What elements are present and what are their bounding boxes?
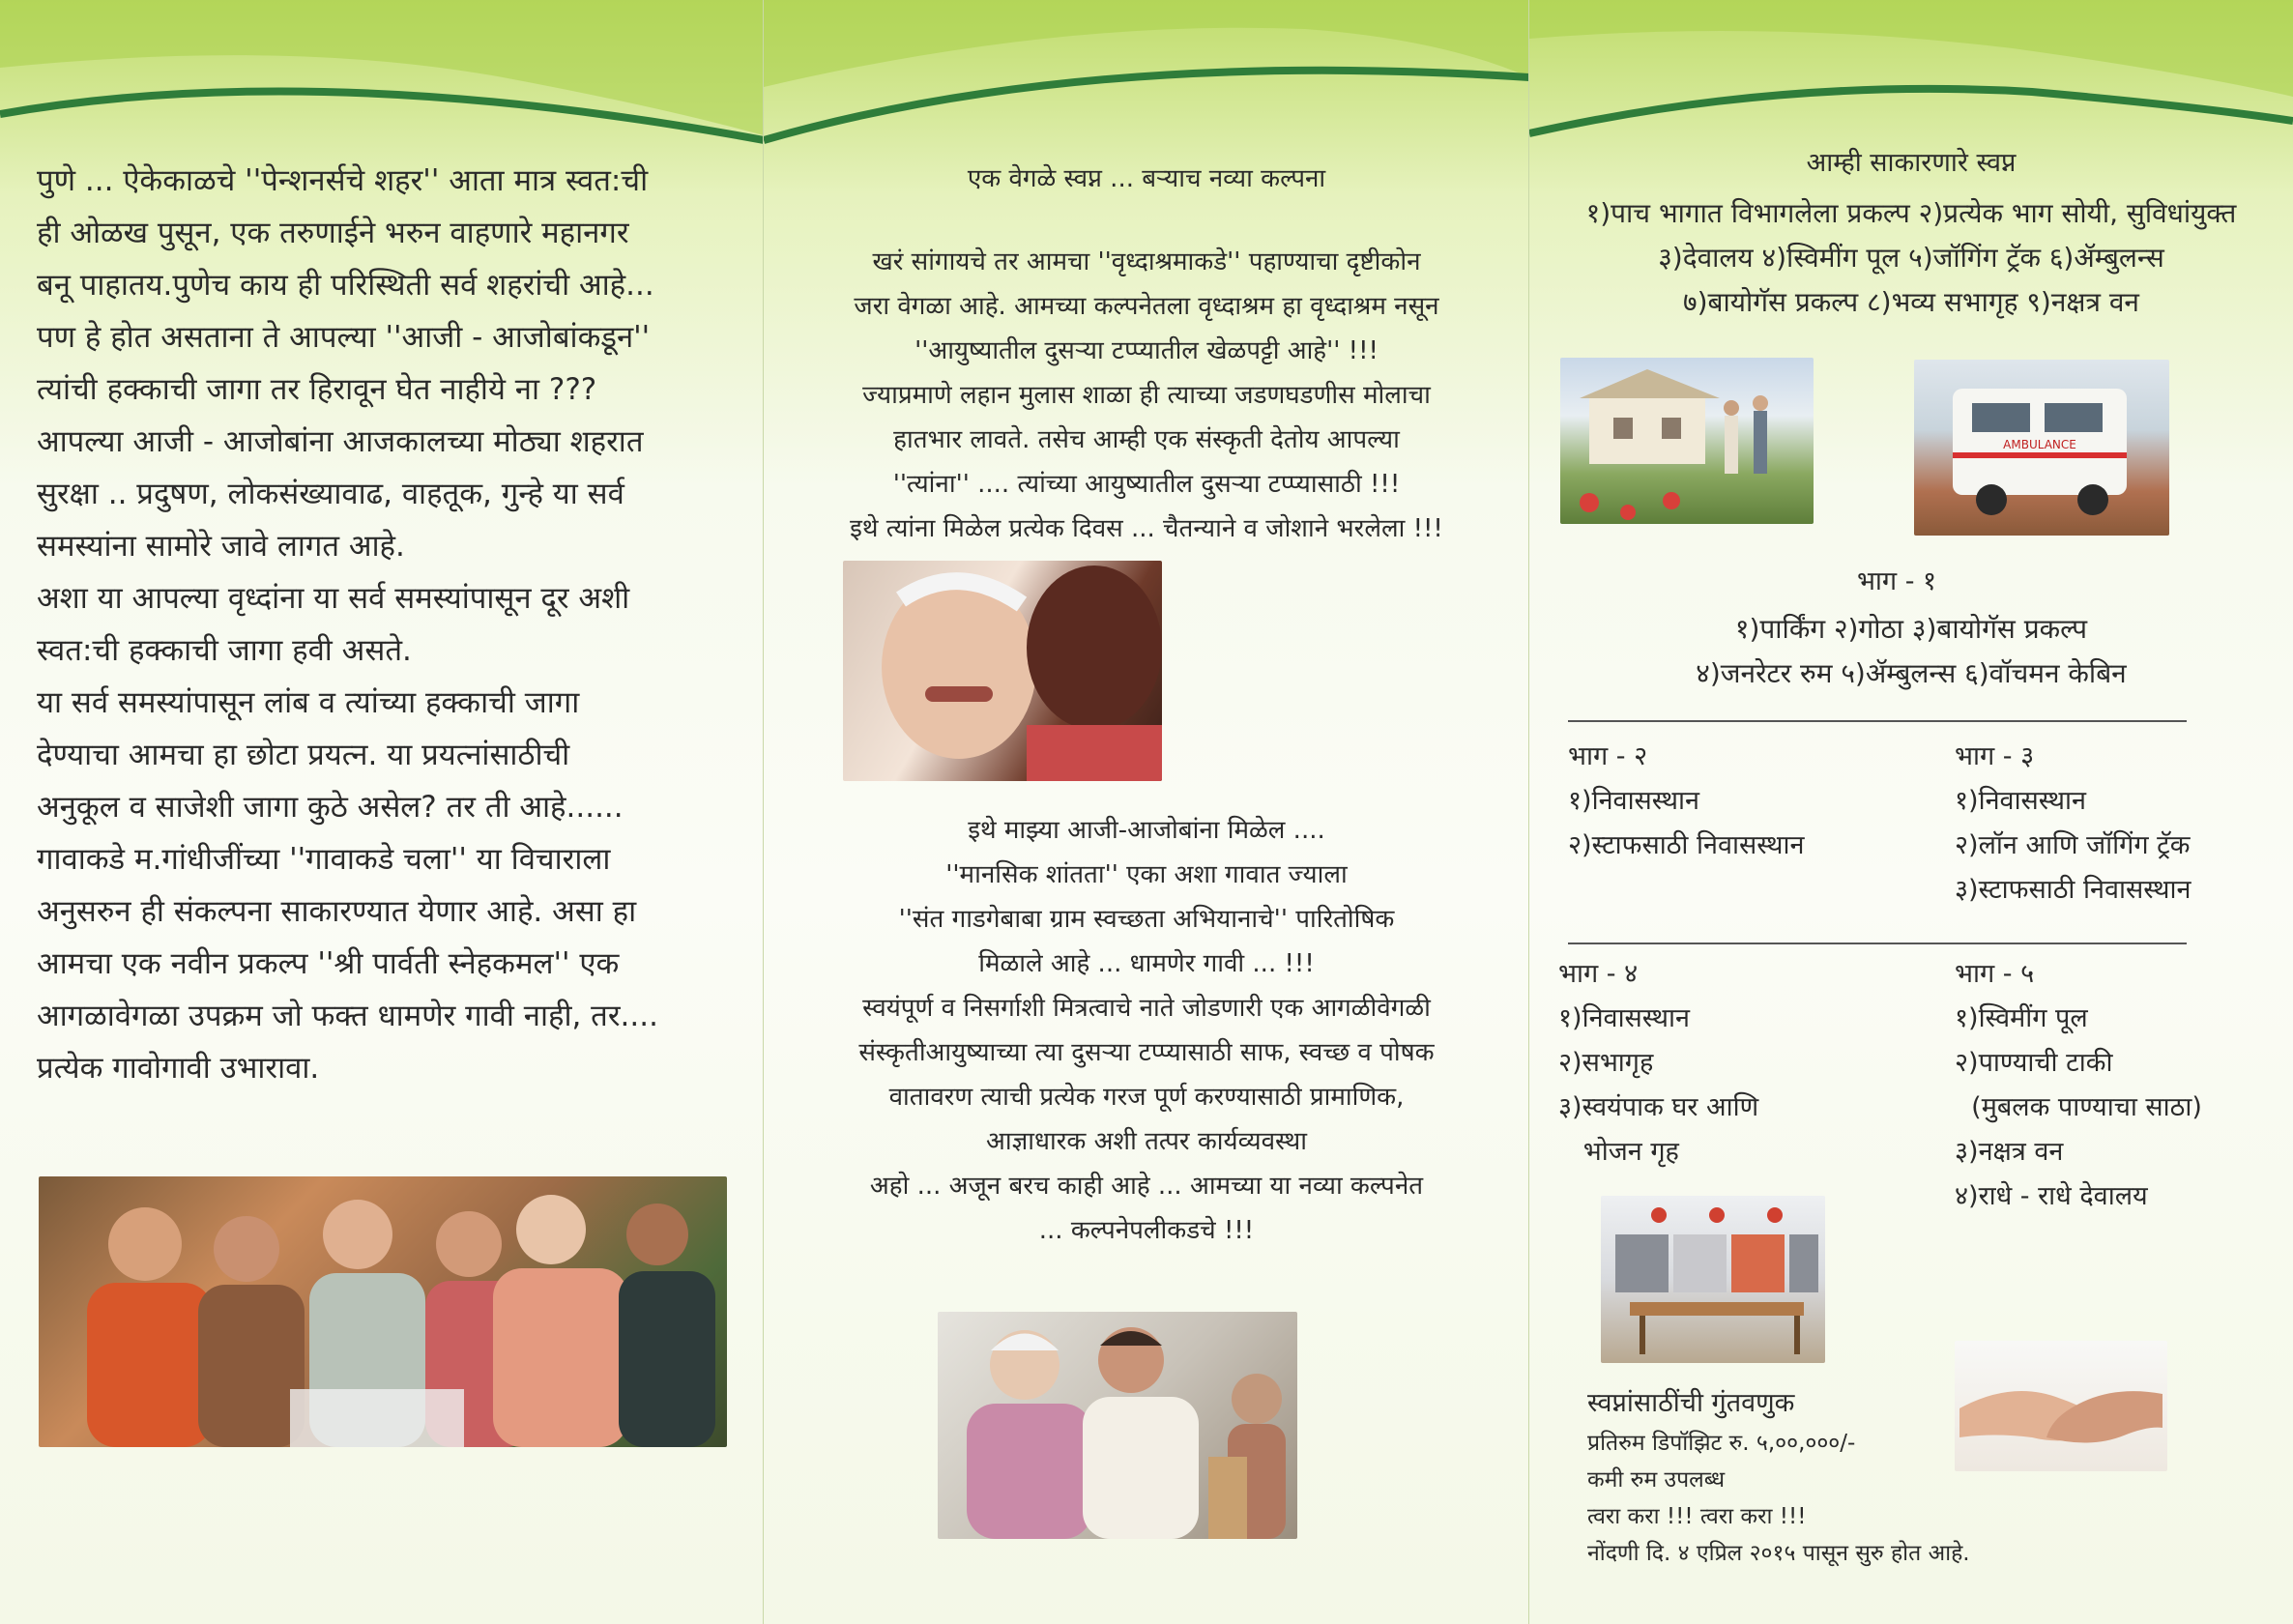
divider bbox=[1568, 942, 2187, 944]
village-line: अहो ... अजून बरच काही आहे ... आमच्या या नव्या कल्पनेत bbox=[869, 1172, 1424, 1201]
part3-line: ३)स्टाफसाठी निवासस्थान bbox=[1955, 875, 2191, 905]
dream-line: १)पाच भागात विभागलेला प्रकल्प २)प्रत्येक भाग सोयी, सुविधांयुक्त bbox=[1585, 197, 2237, 229]
intro-line: या सर्व समस्यांपासून लांब व त्यांच्या हक्काची जागा bbox=[37, 685, 580, 720]
divider bbox=[1568, 720, 2187, 722]
part5-line: (मुबलक पाण्याचा साठा) bbox=[1955, 1092, 2202, 1122]
ambulance-label: AMBULANCE bbox=[2003, 438, 2076, 451]
intro-line: प्रत्येक गावोगावी उभारावा. bbox=[37, 1051, 320, 1086]
intro-text bbox=[37, 155, 752, 1094]
part5-block bbox=[1955, 952, 2293, 1219]
dream-line: ७)बायोगॅस प्रकल्प ८)भव्य सभागृह ९)नक्षत्र वन bbox=[1683, 286, 2139, 318]
village-text bbox=[764, 808, 1529, 1253]
part4-block bbox=[1558, 952, 1906, 1174]
intro-line: सुरक्षा .. प्रदुषण, लोकसंख्यावाढ, वाहतूक, गुन्हे या सर्व bbox=[37, 477, 624, 511]
green-wave-decoration bbox=[0, 0, 764, 155]
part4-line: २)सभागृह bbox=[1558, 1048, 1654, 1078]
philosophy-line: ''त्यांना'' .... त्यांच्या आयुष्यातील दुसऱ्या टप्प्यासाठी !!! bbox=[892, 470, 1401, 499]
dream-heading: आम्ही साकारणारे स्वप्न bbox=[1806, 148, 2017, 178]
green-wave-decoration bbox=[764, 0, 1529, 155]
part2-line: १)निवासस्थान bbox=[1568, 786, 1700, 816]
part5-line: २)पाण्याची टाकी bbox=[1955, 1048, 2113, 1078]
part5-line: ३)नक्षत्र वन bbox=[1955, 1137, 2064, 1167]
philosophy-line: जरा वेगळा आहे. आमच्या कल्पनेतला वृध्दाश्रम हा वृध्दाश्रम नसून bbox=[854, 292, 1439, 321]
village-line: इथे माझ्या आजी-आजोबांना मिळेल .... bbox=[968, 816, 1325, 845]
intro-line: गावाकडे म.गांधीजींच्या ''गावाकडे चला'' या विचाराला bbox=[37, 842, 611, 877]
philosophy-line: हातभार लावते. तसेच आम्ही एक संस्कृती देतोय आपल्या bbox=[893, 425, 1400, 454]
investment-title: स्वप्नांसाठींची गुंतवणुक bbox=[1587, 1388, 1795, 1418]
dream-line: ३)देवालय ४)स्विमींग पूल ५)जॉगिंग ट्रॅक ६)ॲम्बुलन्स bbox=[1658, 242, 2164, 274]
deposit-line: प्रतिरुम डिपॉझिट रु. ५,००,०००/- bbox=[1587, 1431, 1856, 1456]
part4-title: भाग - ४ bbox=[1558, 959, 1639, 989]
intro-line: पण हे होत असताना ते आपल्या ''आजी - आजोबांकडून'' bbox=[37, 320, 651, 355]
part4-line: १)निवासस्थान bbox=[1558, 1003, 1691, 1033]
part1-line: ४)जनरेटर रुम ५)ॲम्बुलन्स ६)वॉचमन केबिन bbox=[1696, 657, 2127, 689]
part4-line: ३)स्वयंपाक घर आणि bbox=[1558, 1092, 1759, 1122]
village-line: संस्कृतीआयुष्याच्या त्या दुसऱ्या टप्प्यासाठी साफ, स्वच्छ व पोषक bbox=[858, 1038, 1435, 1067]
part3-line: १)निवासस्थान bbox=[1955, 786, 2087, 816]
part1-title: भाग - १ bbox=[1856, 566, 1937, 596]
dream-list bbox=[1529, 191, 2293, 325]
village-line: ''मानसिक शांतता'' एका अशा गावात ज्याला bbox=[945, 860, 1348, 889]
green-wave-decoration bbox=[1529, 0, 2293, 155]
part5-line: ४)राधे - राधे देवालय bbox=[1955, 1181, 2148, 1211]
village-line: ''संत गाडगेबाबा ग्राम स्वच्छता अभियानाचे'' पारितोषिक bbox=[898, 905, 1395, 934]
brochure-panel-left bbox=[0, 0, 764, 1624]
brochure-panel-right bbox=[1529, 0, 2293, 1624]
part5-line: १)स्विमींग पूल bbox=[1955, 1003, 2088, 1033]
availability-line: कमी रुम उपलब्ध bbox=[1587, 1467, 1726, 1493]
grandmother-photo bbox=[843, 561, 1162, 781]
investment-details bbox=[1587, 1425, 2264, 1572]
philosophy-line: इथे त्यांना मिळेल प्रत्येक दिवस ... चैतन्याने व जोशाने भरलेला !!! bbox=[850, 514, 1443, 543]
philosophy-line: ज्याप्रमाणे लहान मुलास शाळा ही त्याच्या जडणघडणीस मोलाचा bbox=[862, 381, 1431, 410]
intro-line: स्वत:ची हक्काची जागा हवी असते. bbox=[37, 633, 412, 668]
walkway-photo bbox=[1560, 358, 1814, 524]
philosophy-line: ''आयुष्यातील दुसऱ्या टप्प्यातील खेळपट्टी आहे'' !!! bbox=[914, 336, 1379, 365]
intro-line: आपल्या आजी - आजोबांना आजकालच्या मोठ्या शहरात bbox=[37, 424, 644, 459]
dining-hall-photo bbox=[1601, 1196, 1825, 1363]
part3-block bbox=[1955, 735, 2293, 913]
village-line: आज्ञाधारक अशी तत्पर कार्यव्यवस्था bbox=[986, 1127, 1307, 1156]
section-heading: एक वेगळे स्वप्न ... बऱ्याच नव्या कल्पना bbox=[967, 164, 1326, 193]
part3-line: २)लॉन आणि जॉगिंग ट्रॅक bbox=[1955, 830, 2191, 860]
seniors-chess-photo bbox=[39, 1176, 727, 1447]
registration-line: नोंदणी दि. ४ एप्रिल २०१५ पासून सुरु होत आहे. bbox=[1587, 1541, 1970, 1566]
part2-title: भाग - २ bbox=[1568, 741, 1648, 771]
part5-title: भाग - ५ bbox=[1955, 959, 2035, 989]
part3-title: भाग - ३ bbox=[1955, 741, 2035, 771]
part1-list bbox=[1529, 607, 2293, 696]
village-line: मिळाले आहे ... धामणेर गावी ... !!! bbox=[978, 949, 1315, 978]
caregiver-photo bbox=[938, 1312, 1297, 1539]
part4-line: भोजन गृह bbox=[1558, 1137, 1679, 1167]
part2-block bbox=[1568, 735, 1916, 868]
village-line: वातावरण त्याची प्रत्येक गरज पूर्ण करण्यासाठी प्रामाणिक, bbox=[888, 1083, 1405, 1112]
intro-line: समस्यांना सामोरे जावे लागत आहे. bbox=[37, 529, 405, 564]
part2-line: २)स्टाफसाठी निवासस्थान bbox=[1568, 830, 1805, 860]
ambulance-photo bbox=[1914, 360, 2169, 536]
part1-line: १)पार्किंग २)गोठा ३)बायोगॅस प्रकल्प bbox=[1734, 613, 2088, 645]
village-line: स्वयंपूर्ण व निसर्गाशी मित्रत्वाचे नाते जोडणारी एक आगळीवेगळी bbox=[862, 994, 1431, 1023]
village-line: ... कल्पनेपलीकडचे !!! bbox=[1038, 1216, 1255, 1245]
intro-line: अनुसरुन ही संकल्पना साकारण्यात येणार आहे. असा हा bbox=[37, 894, 637, 929]
intro-line: बनू पाहातय.पुणेच काय ही परिस्थिती सर्व शहरांची आहे... bbox=[37, 268, 654, 303]
philosophy-line: खरं सांगायचे तर आमचा ''वृध्दाश्रमाकडे'' पहाण्याचा दृष्टीकोन bbox=[872, 247, 1421, 276]
intro-line: आगळावेगळा उपक्रम जो फक्त धामणेर गावी नाही, तर.... bbox=[37, 999, 658, 1033]
intro-line: अशा या आपल्या वृध्दांना या सर्व समस्यांपासून दूर अशी bbox=[37, 581, 630, 616]
intro-line: पुणे ... ऐकेकाळचे ''पेन्शनर्सचे शहर'' आता मात्र स्वत:ची bbox=[37, 163, 649, 198]
intro-line: आमचा एक नवीन प्रकल्प ''श्री पार्वती स्नेहकमल'' एक bbox=[37, 946, 620, 981]
philosophy-text bbox=[764, 240, 1529, 551]
hurry-line: त्वरा करा !!! त्वरा करा !!! bbox=[1587, 1504, 1807, 1529]
brochure-panel-middle bbox=[764, 0, 1529, 1624]
intro-line: ही ओळख पुसून, एक तरुणाईने भरुन वाहणारे महानगर bbox=[37, 216, 629, 250]
intro-line: देण्याचा आमचा हा छोटा प्रयत्न. या प्रयत्नांसाठीची bbox=[37, 738, 570, 772]
intro-line: त्यांची हक्काची जागा तर हिरावून घेत नाहीये ना ??? bbox=[37, 372, 597, 407]
intro-line: अनुकूल व साजेशी जागा कुठे असेल? तर ती आहे...... bbox=[37, 790, 624, 825]
